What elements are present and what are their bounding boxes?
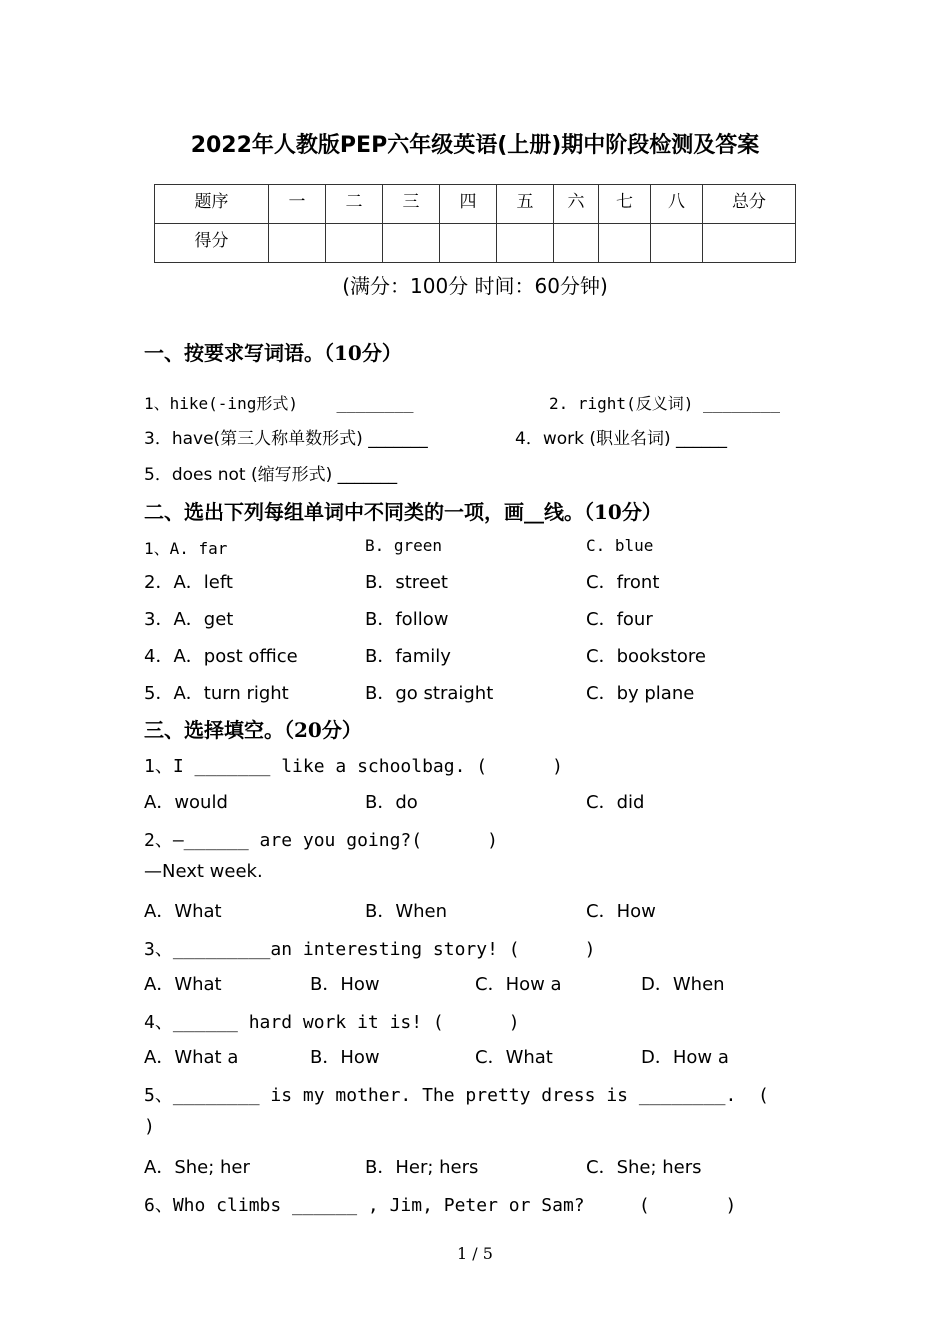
score-header-cell: 总分: [703, 185, 796, 224]
question-2-option: A．What: [144, 901, 222, 922]
section2-option: C．front: [586, 572, 660, 593]
full-mark-info: (满分：100分 时间：60分钟): [342, 274, 608, 298]
section2-option: B．follow: [365, 609, 449, 630]
score-table-score-row: [155, 224, 796, 263]
score-cell[interactable]: [599, 224, 651, 263]
question-5: 5、________ is my mother. The pretty dress is ________. (: [144, 1085, 769, 1106]
question-5-continued: ): [144, 1116, 155, 1137]
question-1-option: C．did: [586, 792, 645, 813]
question-1: 1、I _______ like a schoolbag. ( ): [144, 756, 563, 777]
section2-option: 1、A. far: [144, 539, 228, 558]
score-header-cell: 七: [599, 185, 651, 224]
question-5-option: C．She; hers: [586, 1157, 702, 1178]
question-5-option: A．She; her: [144, 1157, 250, 1178]
question-4-option: D．How a: [641, 1047, 729, 1068]
question-2-reply: —Next week.: [144, 861, 263, 882]
question-6: 6、Who climbs ______ , Jim, Peter or Sam? ( ): [144, 1195, 737, 1216]
section2-option: C．four: [586, 609, 653, 630]
score-row-label: 得分: [155, 224, 269, 263]
section2-option: B．family: [365, 646, 451, 667]
score-header-cell: 题序: [155, 185, 269, 224]
question-2-option: B．When: [365, 901, 448, 922]
question-3-option: B．How: [310, 974, 380, 995]
score-table-header-row: [155, 185, 796, 224]
section2-option: C. blue: [586, 536, 654, 555]
page-number: 1 / 5: [457, 1244, 493, 1263]
score-cell[interactable]: [383, 224, 440, 263]
score-cell[interactable]: [326, 224, 383, 263]
section3-heading: 三、选择填空。（20分）: [144, 718, 362, 742]
section2-option: C．bookstore: [586, 646, 706, 667]
question-3-option: C．How a: [475, 974, 562, 995]
section2-option: B．go straight: [365, 683, 494, 704]
section1-item: 5．does not (缩写形式) _______: [144, 465, 398, 485]
question-4-option: C．What: [475, 1047, 553, 1068]
question-3-option: A．What: [144, 974, 222, 995]
section2-option: C．by plane: [586, 683, 695, 704]
question-4-option: A．What a: [144, 1047, 239, 1068]
score-header-cell: 二: [326, 185, 383, 224]
question-3: 3、_________an interesting story! ( ): [144, 939, 596, 960]
section1-item: 3．have(第三人称单数形式) _______: [144, 429, 428, 449]
section2-option: 2．A．left: [144, 572, 233, 593]
page-title: 2022年人教版PEP六年级英语(上册)期中阶段检测及答案: [190, 133, 760, 158]
score-header-cell: 八: [651, 185, 703, 224]
section1-heading: 一、按要求写词语。（10分）: [144, 341, 402, 365]
section1-item: 1、hike(-ing形式) ________: [144, 394, 414, 413]
section2-option: 3．A．get: [144, 609, 234, 630]
score-header-cell: 四: [440, 185, 497, 224]
question-2: 2、—______ are you going?( ): [144, 830, 498, 851]
score-header-cell: 五: [497, 185, 554, 224]
section2-option: 4．A．post office: [144, 646, 298, 667]
section2-option: B．street: [365, 572, 448, 593]
question-1-option: B．do: [365, 792, 418, 813]
score-cell[interactable]: [703, 224, 796, 263]
score-table: [154, 184, 796, 263]
question-3-option: D．When: [641, 974, 725, 995]
question-4: 4、______ hard work it is! ( ): [144, 1012, 520, 1033]
section2-option: B. green: [365, 536, 443, 555]
section2-heading: 二、选出下列每组单词中不同类的一项，画__线。（10分）: [144, 500, 662, 524]
score-cell[interactable]: [440, 224, 497, 263]
score-cell[interactable]: [497, 224, 554, 263]
question-5-option: B．Her; hers: [365, 1157, 479, 1178]
section1-item: 4．work (职业名词) ______: [515, 429, 728, 449]
score-header-cell: 六: [554, 185, 599, 224]
section2-option: 5．A．turn right: [144, 683, 289, 704]
score-cell[interactable]: [269, 224, 326, 263]
score-cell[interactable]: [554, 224, 599, 263]
question-2-option: C．How: [586, 901, 656, 922]
question-4-option: B．How: [310, 1047, 380, 1068]
question-1-option: A．would: [144, 792, 228, 813]
score-cell[interactable]: [651, 224, 703, 263]
score-header-cell: 一: [269, 185, 326, 224]
section1-item: 2. right(反义词) ________: [549, 394, 781, 413]
score-header-cell: 三: [383, 185, 440, 224]
